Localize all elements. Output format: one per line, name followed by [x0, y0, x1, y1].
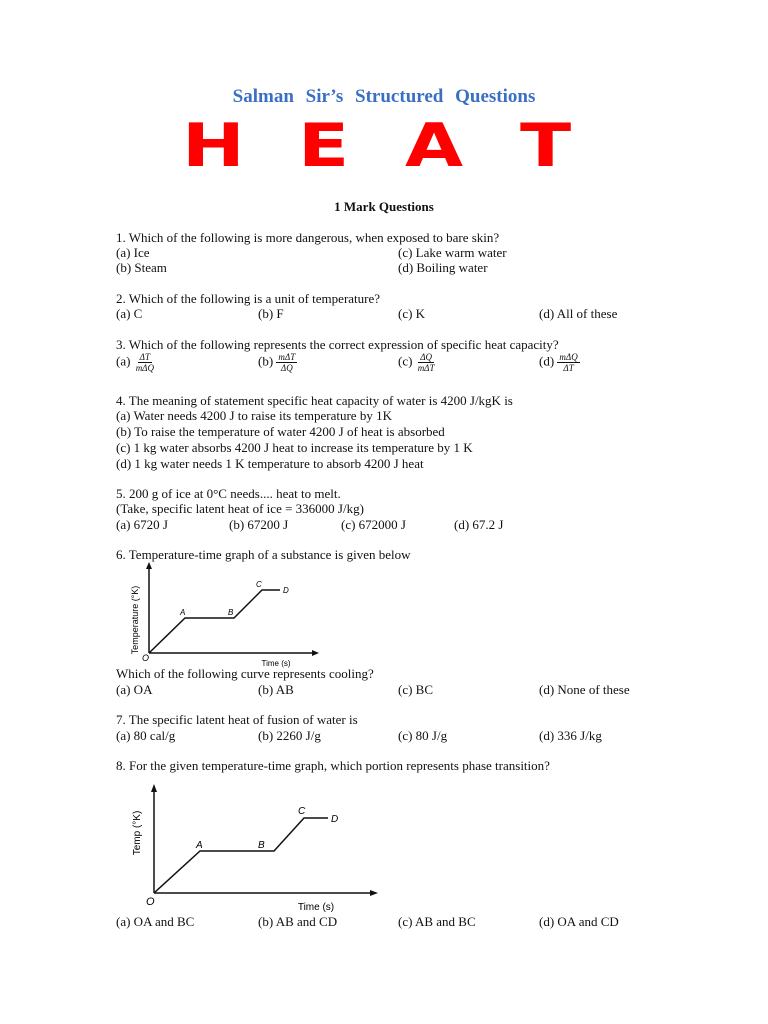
- q6-option-b: (b) AB: [258, 682, 294, 697]
- fraction-numerator: mΔT: [278, 352, 296, 362]
- q1-text: 1. Which of the following is more dangerous, when exposed to bare skin?: [116, 230, 500, 245]
- heat-letter-e: E: [298, 111, 350, 181]
- q6-y-label: Temperature (°K): [130, 585, 140, 655]
- q8-point-c: C: [298, 806, 306, 817]
- q6-option-c: (c) BC: [398, 682, 434, 697]
- q8-x-axis-arrow: [370, 890, 378, 896]
- q3-option-c-label: (c): [398, 353, 413, 369]
- q8-option-c: (c) AB and BC: [398, 914, 476, 929]
- q2-option-b: (b) F: [258, 306, 284, 321]
- q8-point-d: D: [331, 814, 339, 825]
- q8-option-d: (d) OA and CD: [539, 914, 619, 929]
- q6-x-label: Time (s): [261, 659, 291, 668]
- q6-temperature-time-graph: [116, 560, 336, 670]
- q4-text: 4. The meaning of statement specific heat capacity of water is 4200 J/kgK is: [116, 393, 513, 408]
- q1-option-d: (d) Boiling water: [398, 260, 488, 275]
- q3-text: 3. Which of the following represents the correct expression of specific heat capacity?: [116, 337, 559, 352]
- heat-letter-t: T: [520, 111, 572, 181]
- q6-point-d: D: [283, 586, 289, 595]
- q1-option-a: (a) Ice: [116, 245, 150, 260]
- q5-note: (Take, specific latent heat of ice = 336000 J/kg): [116, 501, 364, 516]
- q5-option-d: (d) 67.2 J: [454, 517, 504, 532]
- q2-text: 2. Which of the following is a unit of temperature?: [116, 291, 381, 306]
- q6-point-b: B: [228, 608, 234, 617]
- q1-option-b: (b) Steam: [116, 260, 167, 275]
- q3-option-b-label: (b): [258, 353, 274, 369]
- q6-point-o: O: [142, 653, 150, 663]
- q3-option-d-label: (d): [539, 353, 555, 369]
- q4-option-a: (a) Water needs 4200 J to raise its temperature by 1K: [116, 408, 392, 423]
- fraction-numerator: mΔQ: [559, 352, 578, 362]
- q6-x-axis-arrow: [312, 650, 319, 656]
- q7-option-a: (a) 80 cal/g: [116, 728, 176, 743]
- q8-temperature-time-graph: [116, 778, 386, 914]
- q6-option-d: (d) None of these: [539, 682, 630, 697]
- q6-point-c: C: [256, 580, 262, 589]
- q8-point-b: B: [258, 840, 265, 851]
- q3-option-d: [539, 352, 580, 373]
- q6-y-axis-arrow: [146, 562, 152, 569]
- q4-option-d: (d) 1 kg water needs 1 K temperature to absorb 4200 J heat: [116, 456, 424, 471]
- q5-option-c: (c) 672000 J: [341, 517, 406, 532]
- q3-option-c: [398, 352, 436, 373]
- q5-option-a: (a) 6720 J: [116, 517, 168, 532]
- q2-option-a: (a) C: [116, 306, 143, 321]
- fraction-denominator: mΔT: [417, 363, 435, 373]
- fraction-denominator: ΔQ: [280, 363, 293, 373]
- section-title: 1 Mark Questions: [334, 199, 434, 214]
- q7-option-b: (b) 2260 J/g: [258, 728, 321, 743]
- q8-curve: [154, 818, 328, 893]
- heat-letter-a: A: [405, 111, 464, 181]
- q8-option-b: (b) AB and CD: [258, 914, 338, 929]
- heat-logo: [180, 111, 580, 181]
- heat-letter-h: H: [182, 111, 245, 181]
- fraction-numerator: ΔT: [139, 352, 150, 362]
- fraction-denominator: mΔQ: [135, 363, 154, 373]
- q7-option-d: (d) 336 J/kg: [539, 728, 602, 743]
- q3-option-d-fraction: [557, 352, 579, 373]
- q3-option-a-fraction: [134, 352, 156, 373]
- q8-y-label: Temp (°K): [132, 810, 143, 856]
- q4-option-c: (c) 1 kg water absorbs 4200 J heat to increase its temperature by 1 K: [116, 440, 473, 455]
- q6-curve: [149, 590, 280, 653]
- q6-question: Which of the following curve represents cooling?: [116, 666, 374, 681]
- fraction-denominator: ΔT: [563, 363, 574, 373]
- q3-option-a-label: (a): [116, 353, 131, 369]
- q8-x-label: Time (s): [297, 902, 335, 913]
- q7-text: 7. The specific latent heat of fusion of water is: [116, 712, 358, 727]
- q8-text: 8. For the given temperature-time graph, which portion represents phase transition?: [116, 758, 550, 773]
- q3-option-c-fraction: [416, 352, 437, 373]
- q3-option-a: [116, 352, 156, 373]
- q2-option-c: (c) K: [398, 306, 426, 321]
- q6-option-a: (a) OA: [116, 682, 153, 697]
- q8-y-axis-arrow: [151, 784, 157, 792]
- q8-point-a: A: [196, 840, 203, 851]
- q3-option-b: [258, 352, 297, 373]
- fraction-numerator: ΔQ: [420, 352, 432, 362]
- worksheet-subtitle: Salman Sir’s Structured Questions: [232, 86, 536, 107]
- q7-option-c: (c) 80 J/g: [398, 728, 448, 743]
- q3-option-b-fraction: [276, 352, 297, 373]
- q6-point-a: A: [180, 608, 186, 617]
- q5-text: 5. 200 g of ice at 0°C needs.... heat to melt.: [116, 486, 341, 501]
- q8-point-o: O: [146, 896, 155, 908]
- q2-option-d: (d) All of these: [539, 306, 618, 321]
- q5-option-b: (b) 67200 J: [229, 517, 289, 532]
- q4-option-b: (b) To raise the temperature of water 4200 J of heat is absorbed: [116, 424, 445, 439]
- q8-option-a: (a) OA and BC: [116, 914, 195, 929]
- q6-text: 6. Temperature-time graph of a substance is given below: [116, 547, 411, 562]
- q1-option-c: (c) Lake warm water: [398, 245, 507, 260]
